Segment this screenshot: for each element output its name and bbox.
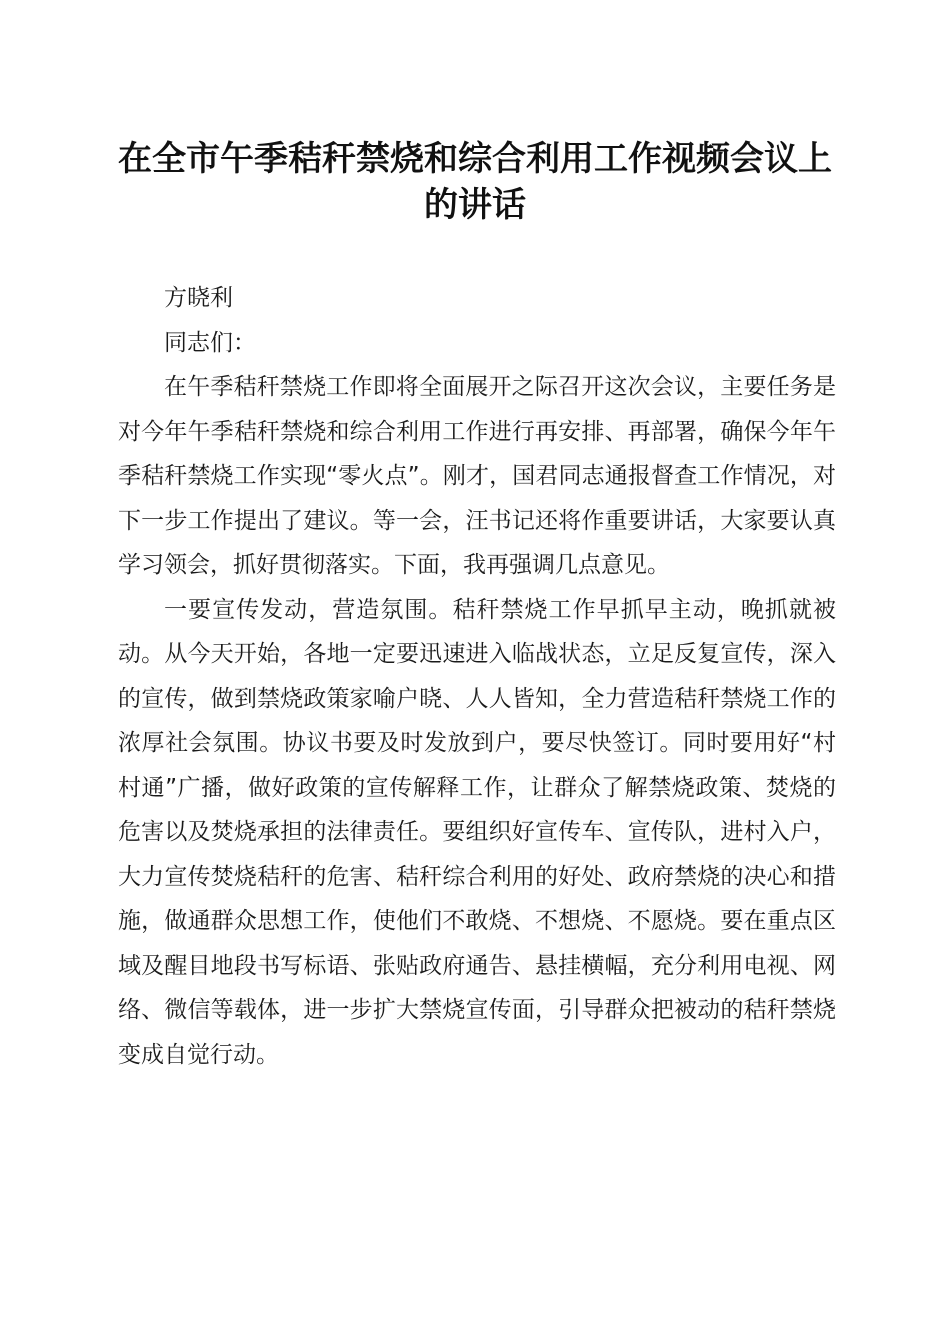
body-paragraph: 在午季秸秆禁烧工作即将全面展开之际召开这次会议，主要任务是对今年午季秸秆禁烧和综合利用工作进行再安排、再部署，确保今年午季秸秆禁烧工作实现“零火点”。刚才，国君同志通报督查工作情况，对下一步工作提出了建议。等一会，汪书记还将作重要讲话，大家要认真学习领会，抓好贯彻落实。下面，我再强调几点意见。 bbox=[118, 374, 836, 578]
salutation-line: 同志们： bbox=[164, 329, 256, 356]
document-title: 在全市午季秸秆禁烧和综合利用工作视频会议上的讲话 bbox=[118, 139, 832, 225]
author-line: 方晓利 bbox=[164, 285, 233, 311]
body-paragraph: 一要宣传发动，营造氛围。秸秆禁烧工作早抓早主动，晚抓就被动。从今天开始，各地一定要迅速进入临战状态，立足反复宣传，深入的宣传，做到禁烧政策家喻户晓、人人皆知，全力营造秸秆禁烧工作的浓厚社会氛围。协议书要及时发放到户，要尽快签订。同时要用好“村村通”广播，做好政策的宣传解释工作，让群众了解禁烧政策、焚烧的危害以及焚烧承担的法律责任。要组织好宣传车、宣传队，进村入户，大力宣传焚烧秸秆的危害、秸秆综合利用的好处、政府禁烧的决心和措施，做通群众思想工作，使他们不敢烧、不想烧、不愿烧。要在重点区域及醒目地段书写标语、张贴政府通告、悬挂横幅，充分利用电视、网络、微信等载体，进一步扩大禁烧宣传面，引导群众把被动的秸秆禁烧变成自觉行动。 bbox=[118, 596, 836, 1068]
document-body bbox=[118, 276, 836, 1077]
